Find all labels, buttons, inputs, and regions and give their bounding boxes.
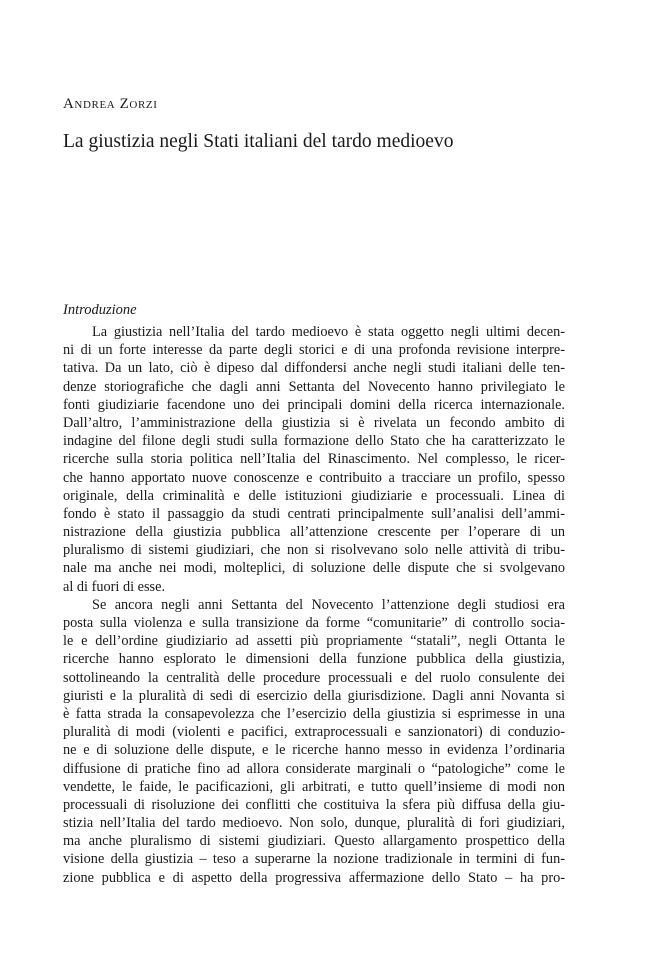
text-line: le e dell’ordine giudiziario ad assetti più propriamente “statali”, negli Ottanta le	[63, 633, 565, 650]
text-line: fonti giudiziarie facendone uno dei principali domini della ricerca internazionale.	[63, 396, 565, 413]
text-line: ricerche hanno esplorato le dimensioni della funzione pubblica della giustizia,	[63, 651, 565, 668]
text-line: vendette, le faide, le pacificazioni, gli arbitrati, e tutto quell’insieme di modi non	[63, 778, 565, 795]
paragraph-2	[63, 596, 565, 887]
text-line: visione della giustizia – teso a superarne la nozione tradizionale in termini di fun-	[63, 851, 565, 868]
text-line: diffusione di pratiche fino ad allora considerate marginali o “patologiche” come le	[63, 760, 565, 777]
text-line: pluralismo di sistemi giudiziari, che non si risolvevano solo nelle attività di tribu-	[63, 542, 565, 559]
text-line: Se ancora negli anni Settanta del Novecento l’attenzione degli studiosi era	[92, 596, 565, 613]
text-line: nale ma anche nei modi, molteplici, di soluzione delle dispute che si svolgevano	[63, 560, 565, 577]
text-line: ni di un forte interesse da parte degli storici e di una profonda revisione interpre-	[63, 342, 565, 359]
paragraph-1	[63, 323, 565, 596]
author-name: Andrea Zorzi	[63, 96, 158, 112]
text-line: ricerche sulla storia politica nell’Italia del Rinascimento. Nel complesso, le ricer-	[63, 451, 565, 468]
text-line: giuristi e la pluralità di sedi di esercizio della giurisdizione. Dagli anni Novanta si	[63, 687, 565, 704]
text-line: nistrazione della giustizia pubblica all’attenzione crescente per l’operare di un	[63, 524, 565, 541]
text-line: Dall’altro, l’amministrazione della giustizia si è rivelata un fecondo ambito di	[63, 414, 565, 431]
text-line: processuali di risoluzione dei conflitti che costituiva la sfera più diffusa della giu-	[63, 796, 565, 813]
text-line: che hanno apportato nuove conoscenze e contribuito a tracciare un profilo, spesso	[63, 469, 565, 486]
body-text	[63, 323, 565, 887]
text-line: La giustizia nell’Italia del tardo medioevo è stata oggetto negli ultimi decen-	[92, 324, 565, 340]
text-line: zione pubblica e di aspetto della progressiva affermazione dello Stato – ha pro-	[63, 869, 565, 886]
text-line: originale, della criminalità e delle istituzioni giudiziarie e processuali. Linea di	[63, 487, 565, 504]
text-line: denze storiografiche che dagli anni Settanta del Novecento hanno privilegiato le	[63, 378, 565, 395]
text-line: posta sulla violenza e sulla transizione da forme “comunitarie” di controllo socia-	[63, 615, 565, 631]
text-line: fondo è stato il passaggio da studi centrati principalmente sull’analisi dell’ammi-	[63, 505, 565, 522]
text-line: sottolineando la centralità delle procedure processuali e del ruolo consulente dei	[63, 669, 565, 686]
text-line: ma anche pluralismo di sistemi giudiziari. Questo allargamento prospettico della	[63, 833, 565, 850]
text-line: al di fuori di esse.	[63, 578, 166, 595]
text-line: è fatta strada la consapevolezza che l’esercizio della giustizia si esprimesse in una	[63, 705, 565, 722]
text-line: indagine del filone degli studi sulla formazione dello Stato che ha caratterizzato le	[63, 433, 565, 450]
text-line: tativa. Da un lato, ciò è dipeso dal diffondersi anche negli studi italiani delle ten-	[63, 360, 565, 377]
text-line: pluralità di modi (violenti e pacifici, extraprocessuali e sanzionatori) di conduzio-	[63, 724, 565, 741]
section-heading: Introduzione	[63, 302, 137, 318]
text-line: stizia nell’Italia del tardo medioevo. Non solo, dunque, pluralità di fori giudiziari,	[63, 815, 565, 832]
text-line: ne e di soluzione delle dispute, e le ricerche hanno messo in evidenza l’ordinaria	[63, 742, 565, 759]
chapter-title: La giustizia negli Stati italiani del tardo medioevo	[63, 131, 454, 152]
